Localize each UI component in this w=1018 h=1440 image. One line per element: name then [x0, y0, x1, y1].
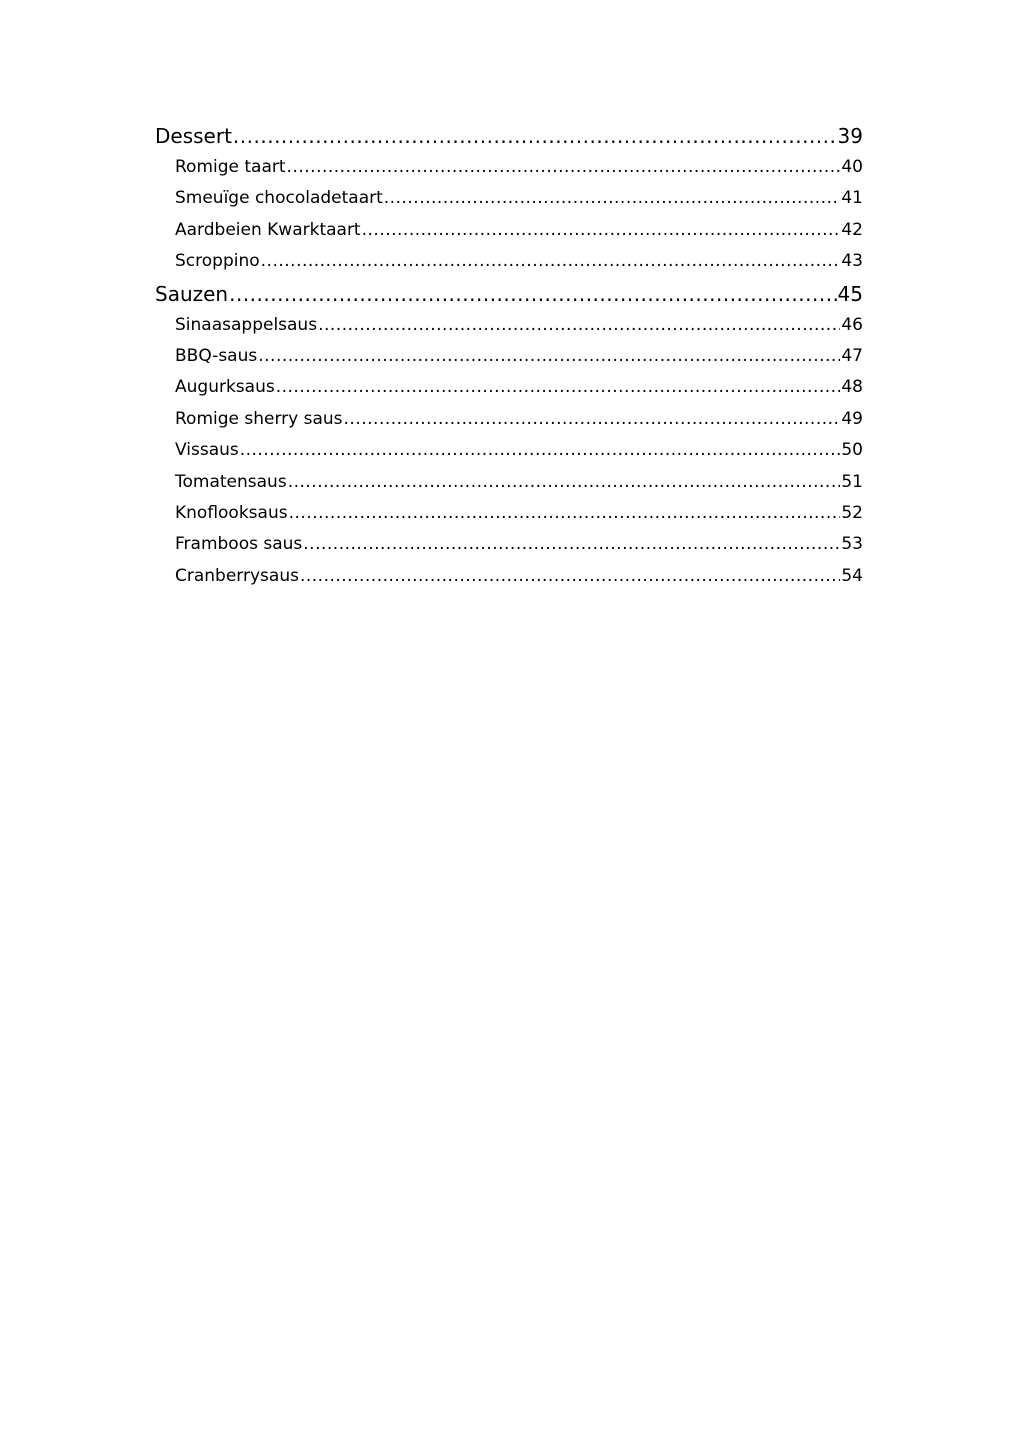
toc-page-number: 53 — [841, 534, 863, 555]
toc-entry[interactable] — [155, 498, 863, 529]
toc-entry[interactable] — [155, 435, 863, 466]
toc-entry-title: Aardbeien Kwarktaart — [175, 219, 361, 240]
toc-leader-dots — [240, 435, 841, 466]
toc-page-number: 50 — [841, 440, 863, 461]
toc-page-number: 40 — [841, 157, 863, 177]
toc-leader-dots — [318, 310, 840, 341]
toc-page-number: 48 — [841, 377, 863, 398]
toc-entry-title: Scroppino — [175, 251, 260, 272]
toc-page-number: 52 — [841, 502, 863, 523]
toc-leader-dots — [258, 341, 840, 372]
toc-entry-title: Tomatensaus — [175, 471, 287, 492]
table-of-contents — [155, 120, 863, 592]
toc-section-title: Sauzen — [155, 281, 229, 306]
toc-section-dessert[interactable] — [155, 120, 863, 152]
toc-entry[interactable] — [155, 341, 863, 372]
toc-leader-dots — [384, 183, 841, 214]
toc-entry[interactable] — [155, 404, 863, 435]
toc-entry[interactable] — [155, 310, 863, 341]
toc-section-title: Dessert — [155, 124, 232, 148]
toc-entry-title: Augurksaus — [175, 377, 275, 398]
toc-leader-dots — [344, 404, 841, 435]
toc-page-number: 49 — [841, 408, 863, 429]
toc-entry[interactable] — [155, 467, 863, 498]
toc-entry-title: Sinaasappelsaus — [175, 314, 318, 335]
toc-leader-dots — [229, 278, 836, 310]
toc-page-number: 41 — [841, 188, 863, 209]
toc-page-number: 54 — [841, 565, 863, 586]
toc-entry[interactable] — [155, 246, 863, 277]
toc-leader-dots — [276, 372, 841, 403]
toc-entry-title: Smeuïge chocoladetaart — [175, 188, 383, 209]
toc-entry-title: Knoflooksaus — [175, 502, 288, 523]
toc-page-number: 47 — [841, 345, 863, 366]
toc-entry[interactable] — [155, 561, 863, 592]
toc-leader-dots — [261, 246, 841, 277]
toc-leader-dots — [303, 529, 840, 560]
toc-page-number: 39 — [837, 124, 863, 148]
toc-page-number: 46 — [841, 314, 863, 335]
toc-page-number: 45 — [837, 281, 863, 306]
toc-entry-title: Framboos saus — [175, 534, 303, 555]
toc-page-number: 43 — [841, 251, 863, 272]
toc-entry-title: Romige sherry saus — [175, 408, 343, 429]
toc-entry[interactable] — [155, 183, 863, 214]
toc-entry[interactable] — [155, 152, 863, 183]
toc-leader-dots — [300, 561, 840, 592]
toc-page-number: 51 — [841, 471, 863, 492]
toc-entry-title: Vissaus — [175, 440, 239, 461]
toc-entry-title: Cranberrysaus — [175, 565, 299, 586]
toc-leader-dots — [288, 467, 841, 498]
toc-leader-dots — [287, 152, 841, 183]
toc-leader-dots — [233, 120, 837, 152]
toc-leader-dots — [362, 215, 841, 246]
toc-section-sauzen[interactable] — [155, 278, 863, 310]
toc-entry-title: BBQ-saus — [175, 345, 258, 366]
toc-leader-dots — [289, 498, 841, 529]
toc-entry-title: Romige taart — [175, 157, 286, 177]
toc-entry[interactable] — [155, 529, 863, 560]
toc-entry[interactable] — [155, 372, 863, 403]
toc-page-number: 42 — [841, 219, 863, 240]
toc-entry[interactable] — [155, 215, 863, 246]
